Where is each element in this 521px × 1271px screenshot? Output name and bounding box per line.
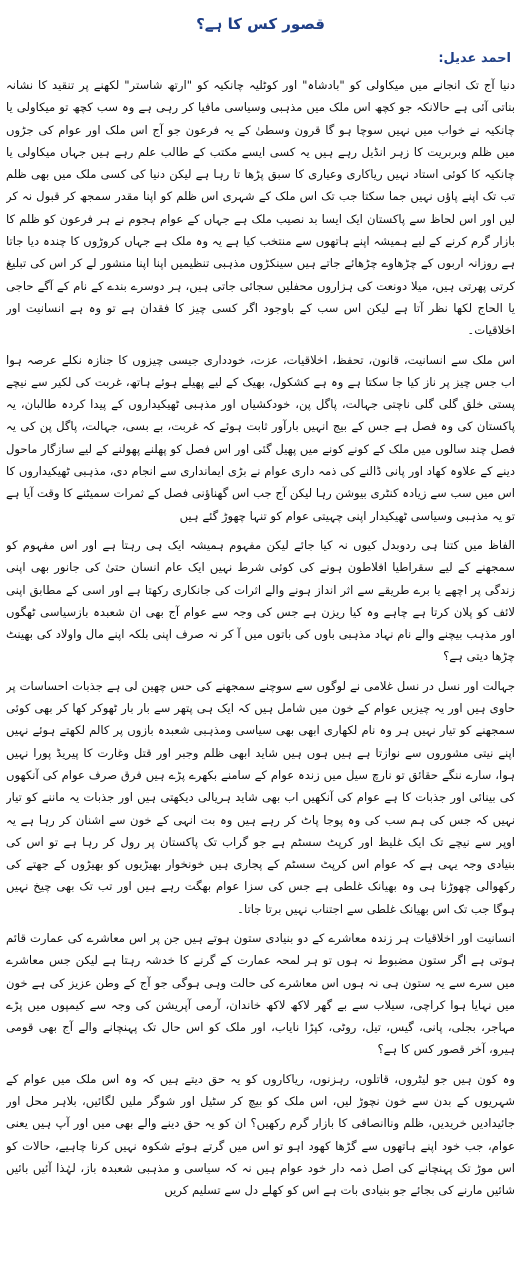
paragraph-5: انسانیت اور اخلاقیات ہر زندہ معاشرے کے دو بنیادی ستون ہوتے ہیں جن پر اس معاشرے کی عمارت قائم ہوتی ہے اگر ستون مضبوط نہ ہوں تو ہر لمحہ عمارت کے گرنے کا خدشہ رہتا ہے لیکن جس معاشرے میں سرے سے یہ ستون ہی نہ ہوں اس معاشرے کی حالت وہی ہوگی جو آج کے وطن عزیز کی ہے خون میں نہایا ہوا کراچی، سیلاب سے بے گھر لاکھ لاکھ خاندان، آرمی آپریشن کی وجہ سے کیمپوں میں پڑے مہاجر، بجلی، پانی، گیس، تیل، روٹی، کپڑا نایاب، اور ملک کو اس حال تک پہنچانے والے آج بھی قومی ہیرو، آخر قصور کس کا ہے؟ <box>6 930 515 1057</box>
paragraph-1: دنیا آج تک انجانے میں میکاولی کو "بادشاہ" اور کوٹلیہ چانکیہ کو "ارتھ شاستر" لکھنے پر تنقید کا نشانہ بناتی آئی ہے حالانکہ جو کچھ اس ملک میں مذہبی وسیاسی مافیا کر رہی ہے وہ سب کچھ تو میکاولی یا چانکیہ نے خواب میں نہیں سوچا ہو گا قرون وسطیٰ کے یہ فرعون جو آج اس ملک اور عوام کی جڑوں میں ظلم وبربریت کا زہر انڈیل رہے ہیں یہ کسی ایسے مکتب کے طالب علم رہے ہیں جہاں میکاولی یا چانکیہ کا کوئی استاد نہیں ریاکاری وعیاری کا سبق پڑھا تا رہا ہے لیکن دنیا کی کسی ملک میں بھی ظلم تب تک اپنے پاؤں نہیں جما سکتا جب تک اس ملک کے شہری اس ظلم کو اپنا مقدر سمجھ کر قبول نہ کر لیں اور اس لحاظ سے پاکستان ایک ایسا بد نصیب ملک ہے جہاں کے عوام ہجوم نے ہر فرعون کو ظلم کا بازار گرم کرنے کے لیے ہمیشہ اپنے ہاتھوں سے منتخب کیا ہے یہ وہ ملک ہے جہاں کروڑوں کا چندہ دیا جاتا ہے روزانہ اربوں کے چڑھاوے چڑھائے جاتے ہیں سینکڑوں مذہبی تنظیمیں اپنا اپنا منشور لے کر اس کی تبلیغ کرتی پھرتی ہیں، میلا دونعت کی ہزاروں محفلیں سجائی جاتی ہیں، ہر دوسرے بندے کے نام کے آگے حاجی یا الحاج لکھا نظر آتا ہے لیکن اس سب کے باوجود اگر کسی چیز کا فقدان ہے تو وہ ہے انسانیت اور اخلاقیات۔ <box>6 78 515 338</box>
article-title: قصور کس کا ہے؟ <box>196 15 325 33</box>
paragraph-2: اس ملک سے انسانیت، قانون، تحفظ، اخلاقیات، عزت، خودداری جیسی چیزوں کا جنازہ نکلے عرصہ ہوا اب جس چیز پر ناز کیا جا سکتا ہے وہ ہے کشکول، بھیک کے لیے پھیلے ہوئے ہاتھ، غربت کی لکیر سے نیچے پستی خلق گلی گلی ناچتی جہالت، پاگل پن، خودکشیاں اور مذہبی ٹھیکیداروں کے پیدا کردہ طالبان، یہ پاکستان کی وہ فصل ہے جس کے بیج انہیں بارآور ثابت ہوئے کہ غربت، بے بسی، جہالت، پاگل پن کی یہ فصل چند سالوں میں ملک کے کونے کونے میں پھیل گئی اور اس فصل کو پھلنے پھولنے کے لیے سازگار ماحول دینے کے علاوہ کھاد اور پانی ڈالنے کی ذمہ داری عوام نے بڑی ایمانداری سے انجام دی، مذہبی ٹھیکیداروں کا اس میں سب سے زیادہ کنٹری بیوشن رہا لیکن آج جب اس گھناؤنی فصل کے ثمرات سمیٹنے کا وقت آیا ہے تو یہ مذہبی وسیاسی ٹھیکیدار اپنی چہیتی عوام کو تنہا چھوڑ گئے ہیں <box>6 352 515 523</box>
article-body <box>6 74 515 1202</box>
author-name: احمد عدیل: <box>438 51 511 66</box>
paragraph-6: وہ کون ہیں جو لیٹروں، قاتلوں، رہزنوں، ریاکاروں کو یہ حق دیتے ہیں کہ وہ اس ملک میں عوام کے شہریوں کے بدن سے خون نچوڑ لیں، اس ملک کو بیچ کر سٹیل اور شوگر ملیں لگائیں، بلاہر محل اور جائیدادیں خریدیں، ظلم وناانصافی کا بازار گرم رکھیں؟ ان کو یہ حق دینے والے بھی میں اور آپ ہیں یعنی عوام، جب خود اپنے ہاتھوں سے گڑھا کھود اہو تو اس میں گرتے ہوئے شکوہ نہیں کرنا چاہیے، حالات کو اس موڑ تک پہنچانے کی اصل ذمہ دار خود عوام ہیں نہ کہ سیاسی و مذہبی شعبدہ باز، لہٰذا آئیں بائیں شائیں مارنے کی بجائے جو بنیادی بات ہے اس کو کھلے دل سے تسلیم کریں <box>6 1071 515 1198</box>
paragraph-3: الفاظ میں کتنا ہی ردوبدل کیوں نہ کیا جائے لیکن مفہوم ہمیشہ ایک ہی رہتا ہے اور اس مفہوم کو سمجھنے کے لیے سقراطیا افلاطون ہونے کی کوئی شرط نہیں ایک عام انسان حتیٰ کی جانور بھی اپنی زندگی پر اچھے یا برے طریقے سے اثر انداز ہونے والے اثرات کی جانکاری رکھتا ہے اور اسی کے مطابق اپنی لائف کو پلان کرتا ہے چاہے وہ کیا ریزن ہے جس کی وجہ سے عوام آج بھی ان شعبدہ بازسیاسی ٹھگوں اور مذہب بیچنے والے نام نہاد مذہبی باوں کی باتوں میں آ کر نہ صرف اپنی بلکہ اپنے مال واولاد کی بھینٹ چڑھا دیتی ہے؟ <box>6 537 515 664</box>
article <box>6 0 515 1271</box>
paragraph-4: جہالت اور نسل در نسل غلامی نے لوگوں سے سوچنے سمجھنے کی حس چھین لی ہے جذبات احساسات پر حاوی ہیں اور یہ چیزیں عوام کے خون میں شامل ہیں کہ ایک ہی پتھر سے بار بار ٹھوکر کھا کر بھی کوئی سمجھنے کو تیار نہیں ہر وہ نام لکھاری ابھی بھی سیاسی ومذہبی شعبدہ بازوں پر کالم لکھتے ہوئے نہیں اپنے نیتی مشوروں سے نوازتا ہے ہیں ہوں ہیں شاید ابھی ظلم وجبر اور قتل وغارت کا پیریڈ پورا نہیں ہوا، سارے ننگے حقائق تو نارچ سیل میں زندہ عوام کے سامنے بکھرے پڑے ہیں فرق صرف عوام کی آنکھوں کی بینائی اور جذبات کا ہے عوام کی آنکھیں اب بھی شاید ہریالی دیکھتی ہیں اور جذبات یہ ماننے کو تیار نہیں کہ جس کی ہم سب کی وہ پوجا پاٹ کر رہے ہیں وہ بت انہی کے خون سے اشنان کر رہا ہے یہ اوپر سے نیچے تک ایک غلیظ اور کرپٹ سسٹم ہے جو گراب تک پاکستان پر رول کر رہا ہے تو اس کی بنیادی وجہ یہی ہے کہ عوام اس کرپٹ سسٹم کے پجاری ہیں خونخوار بھیڑیوں کو بھیڑوں کے جھتے کی رکھوالی چھوڑنا ہی وہ بھیانک غلطی ہے جس کی سزا عوام بھگت رہے ہیں اور تب تک بھی چیخ نہیں ہوگا جب تک اس بھیانک غلطی سے اجتناب نہیں برتا جاتا۔ <box>6 678 515 916</box>
